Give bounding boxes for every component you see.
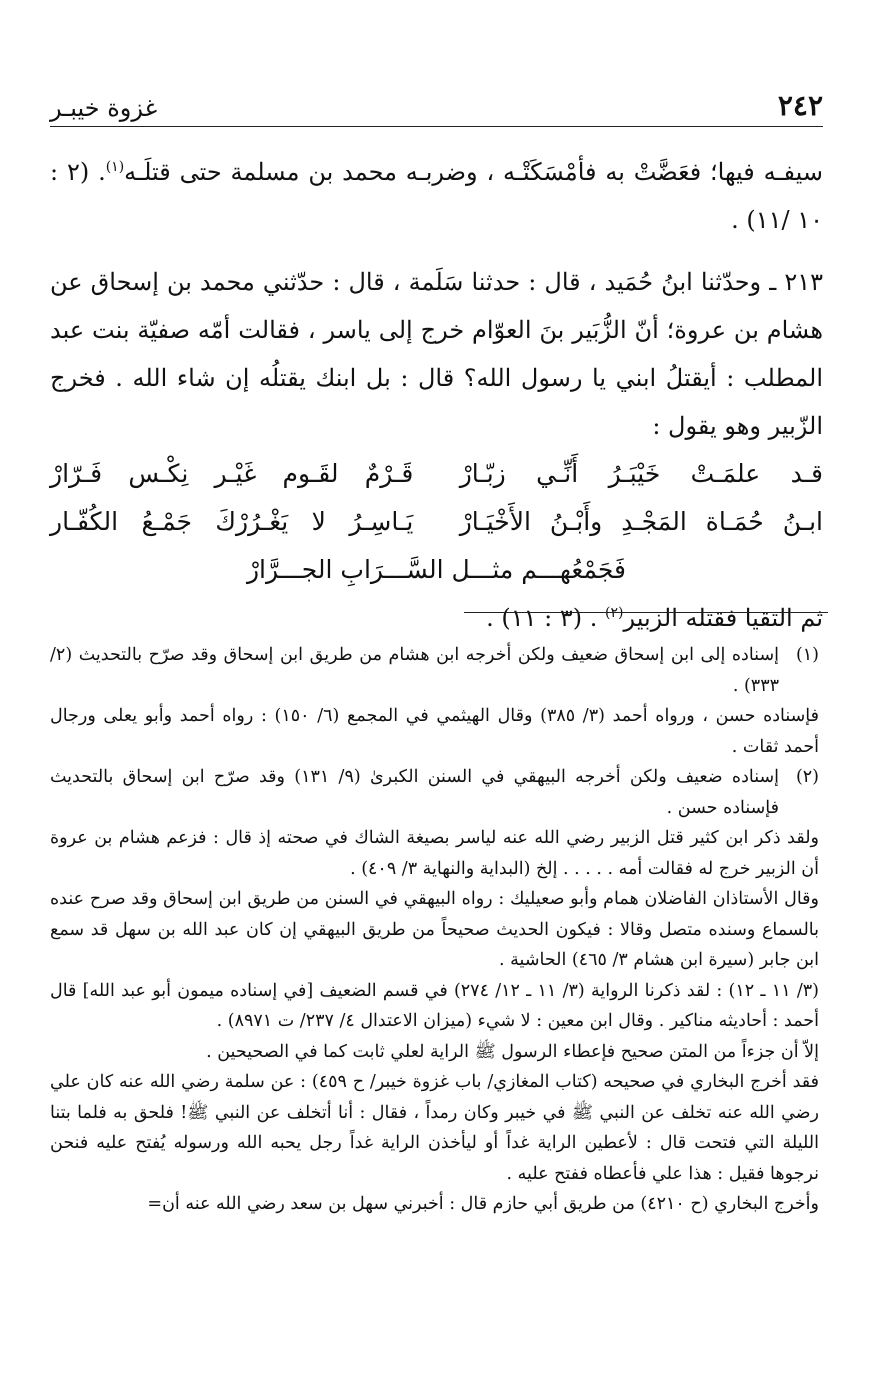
footnote-2-editors: وقال الأستاذان الفاضلان همام وأبو صعيليك : رواه البيهقي في السنن من طريق ابن إسحاق وقد صرح عنده بالسماع وسنده متصل وقالا : فيكون الحديث صحيحاً من طريق البيهقي إن كان عبد الله بن سهل قد سمع ابن جابر (سيرة ابن هشام ٣/ ٤٦٥) الحاشية . (50, 889, 819, 970)
footnote-2-ibn-kathir: ولقد ذكر ابن كثير قتل الزبير رضي الله عنه لياسر بصيغة الشاك في صحته إذ قال : فزعم هشام بن عروة أن الزبير خرج له فقالت أمه . . . . . إلخ (البداية والنهاية ٣/ ٤٠٩) . (50, 828, 819, 879)
footnote-separator (464, 612, 828, 613)
footnote-2-sahih-note: إلاّ أن جزءاً من المتن صحيح فإعطاء الرسول ﷺ الراية لعلي ثابت كما في الصحيحين . (206, 1041, 819, 1062)
footnote-2-bukhari-1: فقد أخرج البخاري في صحيحه (كتاب المغازي/ باب غزوة خيبر/ ح ٤٥٩) : عن سلمة رضي الله عنه كان علي رضي الله عنه تخلف عن النبي ﷺ في خيبر وكان رمداً ، فقال : أنا أتخلف عن النبي ﷺ! فلحق به فلما بتنا الليلة التي فتحت قال : لأعطين الراية غداً أو ليأخذن الراية غداً رجل يحبه الله ورسوله يُفتح عليه فنحن نرجوها فقيل : هذا علي فأعطاه ففتح عليه . (50, 1072, 819, 1184)
continued-text: سيفـه فيها؛ فعَضَّتْ به فأمْسَكَتْـه ، وضربـه محمد بن مسلمة حتى قتلَـه (124, 158, 823, 186)
page-number: ٢٤٢ (777, 89, 823, 122)
footnote-1-text: إسناده إلى ابن إسحاق ضعيف ولكن أخرجه ابن هشام من طريق ابن إسحاق وقد صرّح بالتحديث (٢/ ٣٣٣) . (50, 645, 779, 696)
continued-paragraph: سيفـه فيها؛ فعَضَّتْ به فأمْسَكَتْـه ، وضربـه محمد بن مسلمة حتى قتلَـه$^{(١)}$. (٢ : ١٠ /١١) . (50, 158, 823, 234)
page-header (50, 82, 823, 127)
footnote-2 (50, 762, 819, 823)
verse-line-3: فَجَمْعُهـــم مثـــل السَّـــرَابِ الجـــرَّارْ (246, 555, 627, 584)
verse-2-second-hemistich: يَـاسِـرُ لا يَغْـرُرْكَ جَمْـعُ الكُفّـار (50, 507, 414, 536)
closing-text: ثم التقيا فقتله الزبير (623, 604, 823, 632)
closing-citation: . (٣ : ١١) . (486, 604, 598, 632)
footnote-2-text: إسناده ضعيف ولكن أخرجه البيهقي في السنن الكبرىٰ (٩/ ١٣١) وقد صرّح ابن إسحاق بالتحديث فإسناده حسن . (50, 767, 780, 818)
main-text (50, 148, 823, 642)
footnotes (50, 640, 819, 1220)
running-title: غزوة خيبـر (50, 94, 158, 122)
paragraph-213: ٢١٣ ـ وحدّثنا ابنُ حُمَيد ، قال : حدثنا سَلَمة ، قال : حدّثني محمد بن إسحاق عن هشام بن عروة؛ أنّ الزُّبَير بنَ العوّام خرج إلى ياسر ، فقالت أمّه صفيّة بنت عبد المطلب : أيقتلُ ابني يا رسول الله؟ قال : بل ابنك يقتلُه إن شاء الله . فخرج الزّبير وهو يقول : (50, 268, 823, 440)
footnote-2-number: (٢) (795, 767, 819, 787)
footnote-2-bukhari-2: وأخرج البخاري (ح ٤٢١٠) من طريق أبي حازم قال : أخبرني سهل بن سعد رضي الله عنه أن= (147, 1194, 819, 1214)
verse-line-2 (50, 498, 823, 546)
verse-2-first-hemistich: ابـنُ حُمَـاة المَجْـدِ وأَبْـنُ الأَخْيَـارْ (459, 507, 823, 536)
verse-1-first-hemistich: قـد علمَـتْ خَيْبَـرُ أَنِّـي زبّـارْ (459, 459, 823, 488)
closing-line (50, 594, 823, 642)
footnote-1-comment: فإسناده حسن ، ورواه أحمد (٣/ ٣٨٥) وقال الهيثمي في المجمع (٦/ ١٥٠) : رواه أحمد وأبو يعلى ورجال أحمد ثقات . (50, 706, 820, 757)
continued-citation: (٢ : ١٠ /١١) . (50, 158, 823, 234)
footnote-2-reference: (٣/ ١١ ـ ١٢) : لقد ذكرنا الرواية (٣/ ١١ ـ ١٢/ ٢٧٤) في قسم الضعيف [في إسناده ميمون أبو عبد الله] قال أحمد : أحاديثه مناكير . وقال ابن معين : لا شيء (ميزان الاعتدال ٤/ ٢٣٧/ ت ٨٩٧١) . (50, 980, 819, 1031)
footnote-ref-2: (٢) (605, 605, 624, 621)
verse-1-second-hemistich: قَـرْمٌ لقَـوم غَيْـر نِكْـس فَـرّارْ (50, 459, 414, 488)
footnote-1-number: (١) (795, 645, 819, 665)
footnote-1 (50, 640, 819, 701)
footnote-ref-1: (١) (105, 159, 125, 175)
verse-line-1 (50, 450, 823, 498)
